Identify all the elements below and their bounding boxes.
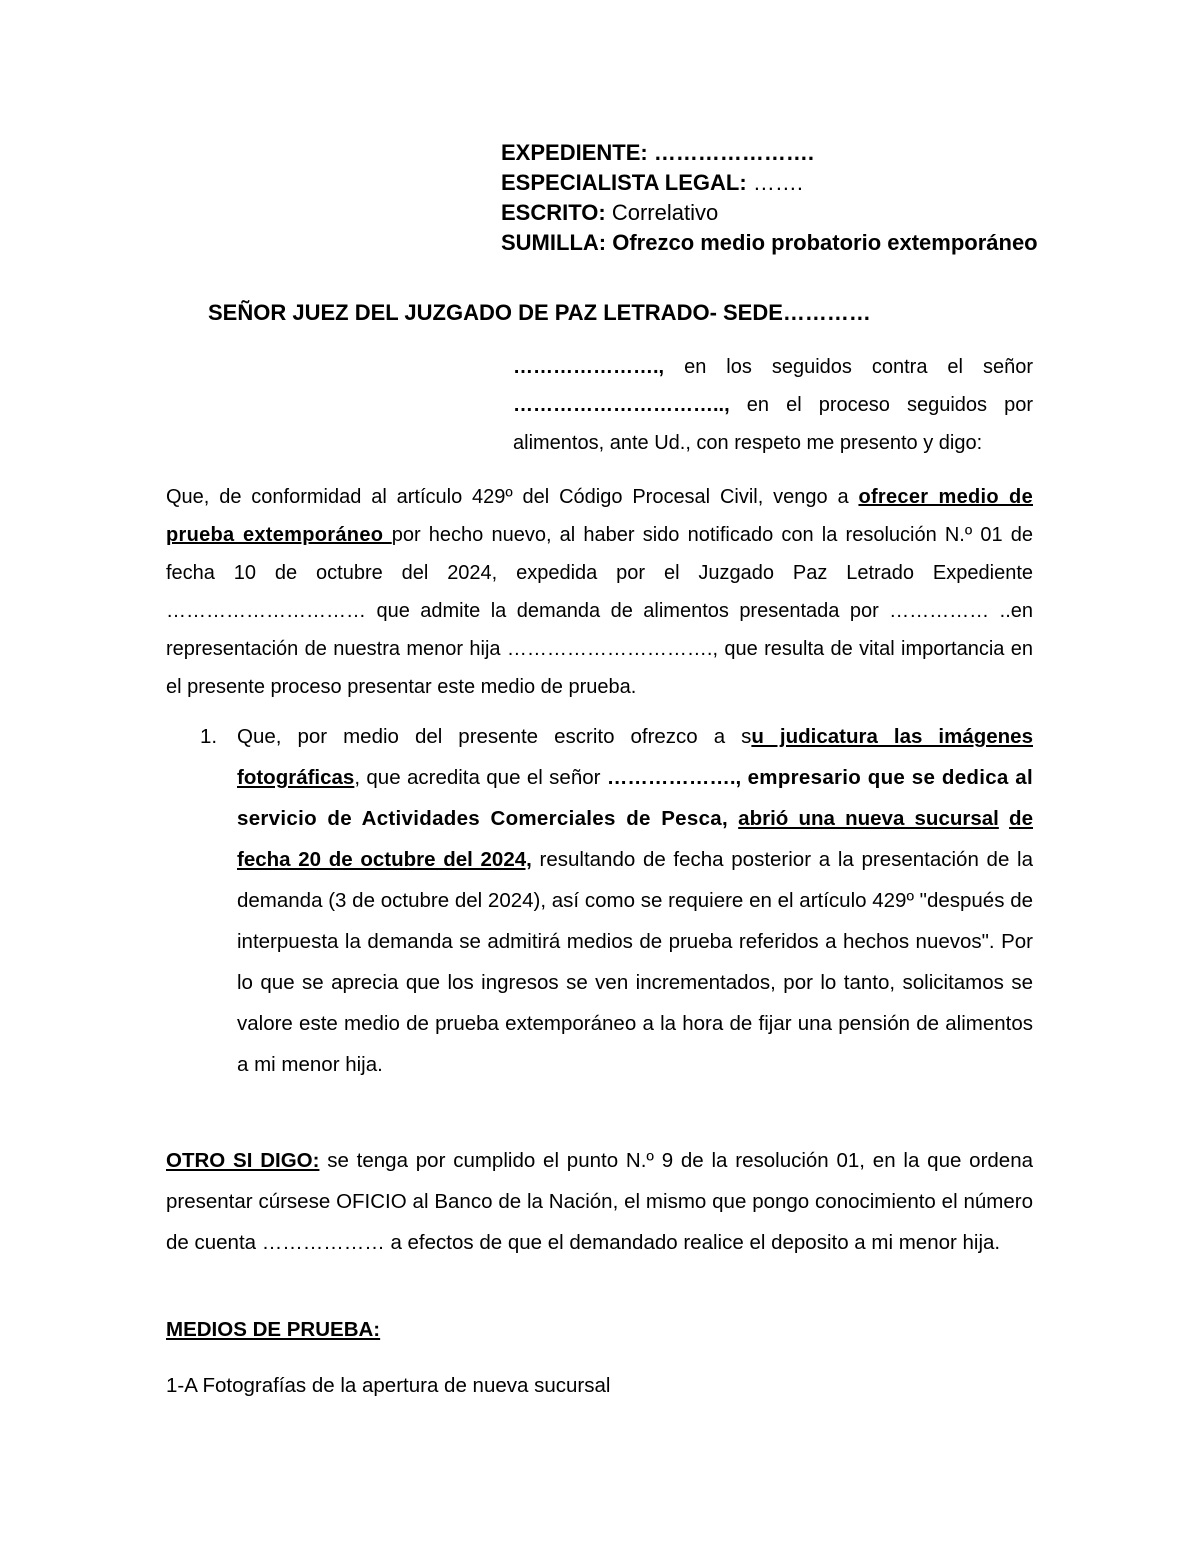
medios-item: 1-A Fotografías de la apertura de nueva sucursal <box>166 1374 611 1397</box>
sumilla-value: Ofrezco medio probatorio extemporáneo <box>612 230 1038 255</box>
sumilla-label: SUMILLA: <box>501 230 607 255</box>
list-text-d <box>728 807 738 830</box>
judge-address: SEÑOR JUEZ DEL JUZGADO DE PAZ LETRADO- SEDE………… <box>208 300 871 325</box>
medios-title: MEDIOS DE PRUEBA: <box>166 1318 381 1341</box>
otro-si-label: OTRO SI DIGO: <box>166 1149 320 1172</box>
list-item-1 <box>237 716 1033 1085</box>
especialista-line <box>501 168 1038 198</box>
list-emphasis-4: de fecha 20 de octubre del 2024, <box>237 807 1033 871</box>
list-text-a: Que, por medio del presente escrito ofrezco a s <box>237 725 752 748</box>
escrito-line <box>501 198 1038 228</box>
paragraph-1-emphasis: ofrecer medio de prueba extemporáneo <box>166 486 1033 546</box>
expediente-line <box>501 138 1038 168</box>
intro-line-1-text: en los seguidos contra el señor <box>664 356 1033 378</box>
expediente-value: …………………. <box>653 140 814 165</box>
paragraph-1-text-a: Que, de conformidad al artículo 429º del Código Procesal Civil, vengo a <box>166 486 859 508</box>
list-text-e <box>999 807 1009 830</box>
paragraph-1 <box>166 478 1033 706</box>
intro-line-1 <box>513 348 1033 386</box>
especialista-label: ESPECIALISTA LEGAL: <box>501 170 747 195</box>
escrito-value: Correlativo <box>611 200 719 225</box>
intro-line-2 <box>513 386 1033 424</box>
sumilla-line <box>501 228 1038 258</box>
list-blank: ………………., <box>606 766 742 789</box>
otro-si-text: se tenga por cumplido el punto N.º 9 de la resolución 01, en la que ordena presentar cúrsese OFICIO al Banco de la Nación, el mismo que pongo conocimiento el número de cuenta ……………… a efectos de que el demandado realice el deposito a mi menor hija. <box>166 1149 1033 1254</box>
list-emphasis-2: empresario que se dedica al servicio de Actividades Comerciales de Pesca, <box>237 766 1033 830</box>
list-emphasis-3: abrió una nueva sucursal <box>738 807 999 830</box>
escrito-label: ESCRITO: <box>501 200 606 225</box>
case-header <box>501 138 1038 258</box>
list-text-b: , que acredita que el señor <box>354 766 607 789</box>
otro-si-paragraph <box>166 1140 1033 1263</box>
list-text-f: resultando de fecha posterior a la presentación de la demanda (3 de octubre del 2024), así como se requiere en el artículo 429º "después de interpuesta la demanda se admitirá medios de prueba referidos a hechos nuevos". Por lo que se aprecia que los ingresos se ven incrementados, por lo tanto, solicitamos se valore este medio de prueba extemporáneo a la hora de fijar una pensión de alimentos a mi menor hija. <box>237 848 1033 1076</box>
especialista-value: ……. <box>752 170 803 195</box>
expediente-label: EXPEDIENTE: <box>501 140 648 165</box>
list-emphasis-1: u judicatura las imágenes fotográficas <box>237 725 1033 789</box>
intro-block <box>513 348 1033 462</box>
intro-line-2-text: en el proceso seguidos por <box>729 394 1033 416</box>
intro-line-3: alimentos, ante Ud., con respeto me presento y digo: <box>513 432 983 454</box>
list-number: 1. <box>200 725 218 748</box>
intro-line-1-blank: …………………., <box>513 356 665 378</box>
paragraph-1-text-b: por hecho nuevo, al haber sido notificado con la resolución N.º 01 de fecha 10 de octubre del 2024, expedida por el Juzgado Paz Letrado Expediente ………………………… que admite la demanda de alimentos presentada por …………… ..en representación de nuestra menor hija …………………………., que resulta de vital importancia en el presente proceso presentar este medio de prueba. <box>166 524 1033 698</box>
intro-line-2-blank: ………………………….., <box>513 394 730 416</box>
